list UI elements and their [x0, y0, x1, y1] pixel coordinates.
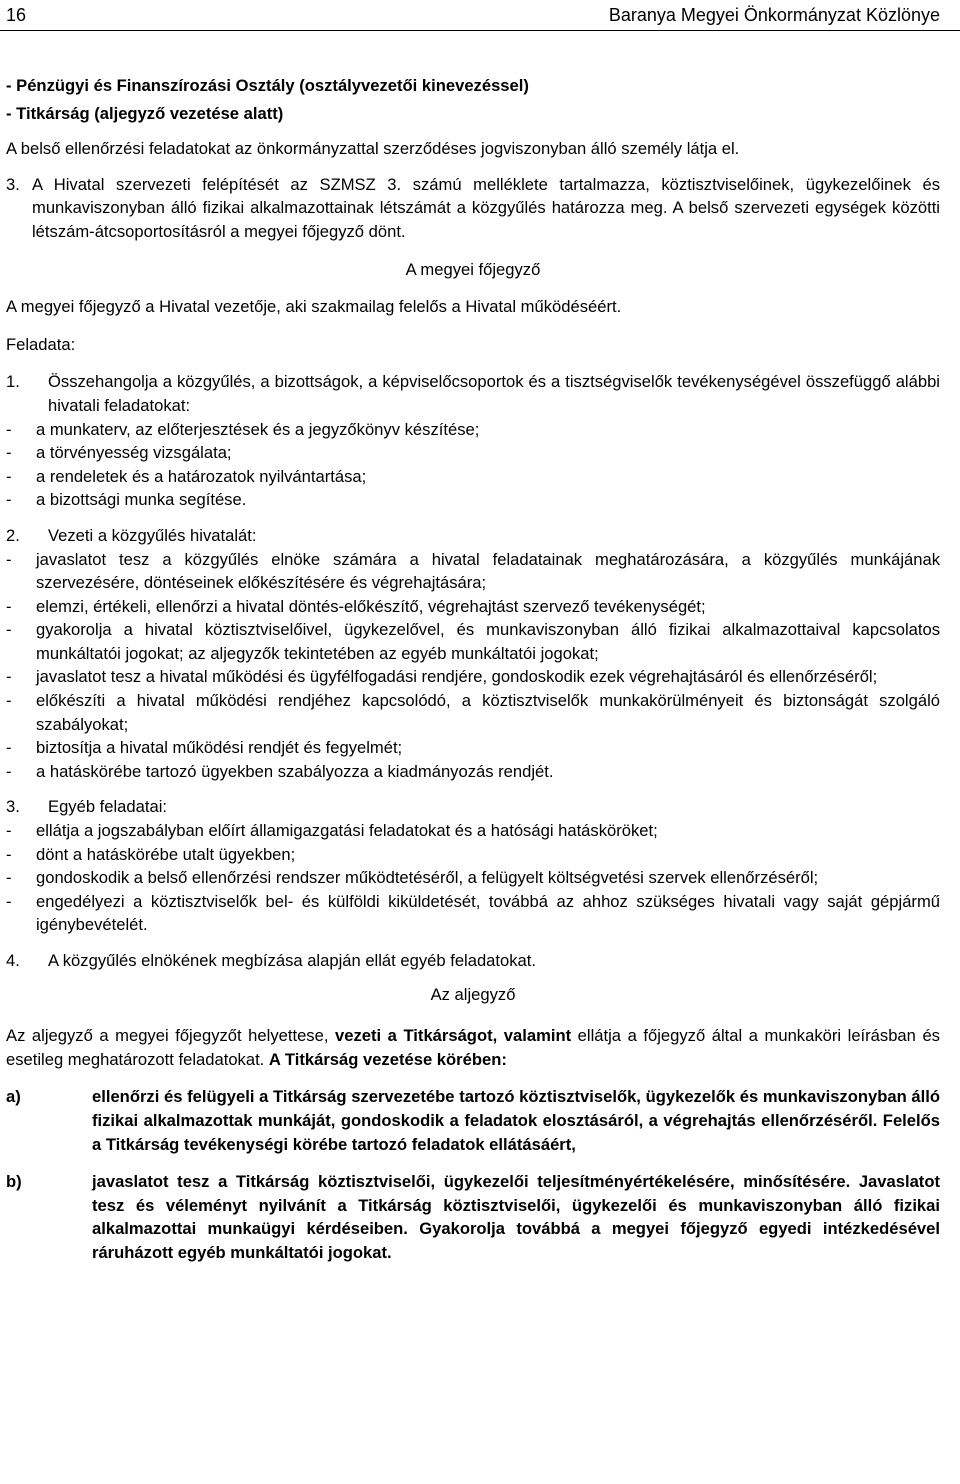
task-list-item-text: elemzi, értékeli, ellenőrzi a hivatal döntés-előkészítő, végrehajtást szervező tevékenységét;: [36, 596, 706, 616]
task-list-item: [6, 548, 940, 595]
section-3-number: 3.: [6, 174, 20, 194]
task-list-item-text: engedélyezi a köztisztviselők bel- és külföldi kiküldetését, továbbá az ahhoz szükséges hivatali vagy saját gépjármű igénybevételét.: [36, 891, 940, 935]
aljegyzo-item-label: b): [6, 1172, 22, 1192]
aljegyzo-item: [6, 1085, 940, 1156]
dash-bullet: -: [6, 667, 12, 687]
task-number: 4.: [6, 951, 20, 970]
task-list-item: [6, 736, 940, 760]
task-list-item: [6, 866, 940, 890]
task-list-item-text: a hatáskörébe tartozó ügyekben szabályozza a kiadmányozás rendjét.: [36, 761, 554, 781]
task-heading: [6, 795, 940, 819]
feladata-label: Feladata:: [6, 334, 76, 354]
task-list-item: [6, 488, 940, 512]
aljegyzo-item-label: a): [6, 1087, 21, 1107]
aljegyzo-p1-b: vezeti a Titkárságot, valamint: [335, 1026, 572, 1046]
task-list-item-text: a bizottsági munka segítése.: [36, 490, 247, 510]
fojegyzo-task-list: [6, 370, 940, 972]
publication-title: Baranya Megyei Önkormányzat Közlönye: [608, 5, 940, 25]
task-block: [6, 795, 940, 937]
task-number: 3.: [6, 797, 20, 817]
task-list-item: [6, 441, 940, 465]
task-list-item: [6, 665, 940, 689]
dash-bullet: -: [6, 490, 12, 510]
task-list-item-text: gyakorolja a hivatal köztisztviselőivel, ügykezelővel, és munkaviszonyban álló fizikai alkalmazottaival kapcsolatos munkáltatói jogokat; az aljegyzők tekintetében az egyéb munkáltatói jogokat;: [36, 620, 940, 663]
task-list-item-text: előkészíti a hivatal működési rendjéhez kapcsolódó, a köztisztviselők munkakörülményeit és biztonságát szolgáló szabályokat;: [36, 691, 940, 734]
task-list-item: [6, 465, 940, 489]
header-rule: [0, 30, 960, 31]
document-body: [6, 74, 940, 1265]
task-list-item: [6, 890, 940, 937]
task-list-item-text: biztosítja a hivatal működési rendjét és fegyelmét;: [36, 738, 403, 758]
aljegyzo-item: [6, 1170, 940, 1264]
aljegyzo-heading: Az aljegyző: [430, 984, 516, 1004]
aljegyzo-p1-d: A Titkárság vezetése körében:: [268, 1049, 507, 1069]
dash-bullet: -: [6, 620, 12, 640]
task-list-item-text: dönt a hatáskörébe utalt ügyekben;: [36, 844, 296, 864]
task-list-item: [6, 760, 940, 784]
task-number: 2.: [6, 525, 20, 545]
fojegyzo-intro: A megyei főjegyző a Hivatal vezetője, aki szakmailag felelős a Hivatal működéséért.: [6, 297, 622, 317]
task-text: A közgyűlés elnökének megbízása alapján ellát egyéb feladatokat.: [48, 951, 537, 970]
section-3: [6, 173, 940, 244]
aljegyzo-item-text: javaslatot tesz a Titkárság köztisztviselői, ügykezelői teljesítményértékelésére, minősítésére. Javaslatot tesz és véleményt nyilvánít a Titkárság köztisztviselői, ügykezelői és munkaviszonyban álló fizikai alkalmazottai munkaügyi kérdéseiben. Gyakorolja továbbá a megyei főjegyző egyedi intézkedésével ráruházott egyéb munkáltatói jogokat.: [92, 1172, 940, 1262]
task-list-item: [6, 618, 940, 665]
dash-bullet: -: [6, 844, 12, 864]
task-list-item-text: ellátja a jogszabályban előírt államigazgatási feladatokat és a hatósági hatásköröket;: [36, 821, 658, 841]
dash-bullet: -: [6, 549, 12, 569]
dash-bullet: -: [6, 419, 12, 439]
task-text: Egyéb feladatai:: [48, 797, 168, 817]
task-list-item-text: javaslatot tesz a hivatal működési és ügyfélfogadási rendjére, gondoskodik ezek végrehajtásáról és ellenőrzéséről;: [36, 667, 878, 687]
aljegyzo-paragraph: [6, 1024, 940, 1071]
task-list-item: [6, 595, 940, 619]
aljegyzo-item-list: [6, 1085, 940, 1264]
dash-bullet: -: [6, 868, 12, 888]
task-number: 1.: [6, 372, 20, 392]
task-list-item: [6, 418, 940, 442]
dash-bullet: -: [6, 691, 12, 711]
aljegyzo-item-text: ellenőrzi és felügyeli a Titkárság szervezetébe tartozó köztisztviselők, ügykezelők és munkaviszonyban álló fizikai alkalmazottak munkáját, gondoskodik a feladatok elosztásáról, a végrehajtás ellenőrzéséről. Felelős a Titkárság tevékenységi körébe tartozó feladatok ellátásáért,: [92, 1087, 940, 1154]
dash-bullet: -: [6, 891, 12, 911]
intro-line-2: - Titkárság (aljegyző vezetése alatt): [6, 103, 284, 123]
section-3-text: A Hivatal szervezeti felépítését az SZMSZ 3. számú melléklete tartalmazza, köztisztviselőinek, ügykezelőinek és munkaviszonyban álló fizikai alkalmazottainak létszámát a közgyűlés határozza meg. A belső szervezeti egységek közötti létszám-átcsoportosításról a megyei főjegyző dönt.: [32, 174, 940, 241]
task-block: [6, 949, 940, 973]
dash-bullet: -: [6, 596, 12, 616]
task-heading: [6, 524, 940, 548]
dash-bullet: -: [6, 761, 12, 781]
task-text: Vezeti a közgyűlés hivatalát:: [48, 525, 257, 545]
dash-bullet: -: [6, 466, 12, 486]
task-list-item: [6, 689, 940, 736]
task-list-item-text: javaslatot tesz a közgyűlés elnöke számára a hivatal feladatainak meghatározására, a közgyűlés munkájának szervezésére, döntéseinek előkészítésére és végrehajtására;: [36, 549, 940, 593]
page-header: [0, 0, 960, 32]
task-block: [6, 524, 940, 784]
task-list-item-text: a rendeletek és a határozatok nyilvántartása;: [36, 466, 367, 486]
intro-line-3: A belső ellenőrzési feladatokat az önkormányzattal szerződéses jogviszonyban álló személy látja el.: [6, 139, 740, 159]
aljegyzo-p1-c: ellátja a főjegyző által a munkaköri leírásban és esetileg meghatározott feladatokat.: [6, 1026, 940, 1069]
aljegyzo-p1-a: Az aljegyző a megyei főjegyzőt helyettese,: [6, 1026, 335, 1046]
task-heading: [6, 949, 940, 973]
dash-bullet: -: [6, 443, 12, 463]
task-block: [6, 370, 940, 512]
page-number: 16: [6, 5, 27, 25]
task-list-item-text: gondoskodik a belső ellenőrzési rendszer működtetéséről, a felügyelt költségvetési szervek ellenőrzéséről;: [36, 868, 819, 888]
task-list-item-text: a munkaterv, az előterjesztések és a jegyzőkönyv készítése;: [36, 419, 480, 439]
dash-bullet: -: [6, 821, 12, 841]
task-list-item: [6, 819, 940, 843]
task-list-item: [6, 843, 940, 867]
task-list-item-text: a törvényesség vizsgálata;: [36, 443, 232, 463]
dash-bullet: -: [6, 738, 12, 758]
intro-line-1: - Pénzügyi és Finanszírozási Osztály (osztályvezetői kinevezéssel): [6, 76, 529, 95]
task-heading: [6, 370, 940, 417]
task-text: Összehangolja a közgyűlés, a bizottságok, a képviselőcsoportok és a tisztségviselők tevékenységével összefüggő alábbi hivatali feladatokat:: [48, 372, 940, 415]
fojegyzo-heading: A megyei főjegyző: [405, 259, 541, 279]
